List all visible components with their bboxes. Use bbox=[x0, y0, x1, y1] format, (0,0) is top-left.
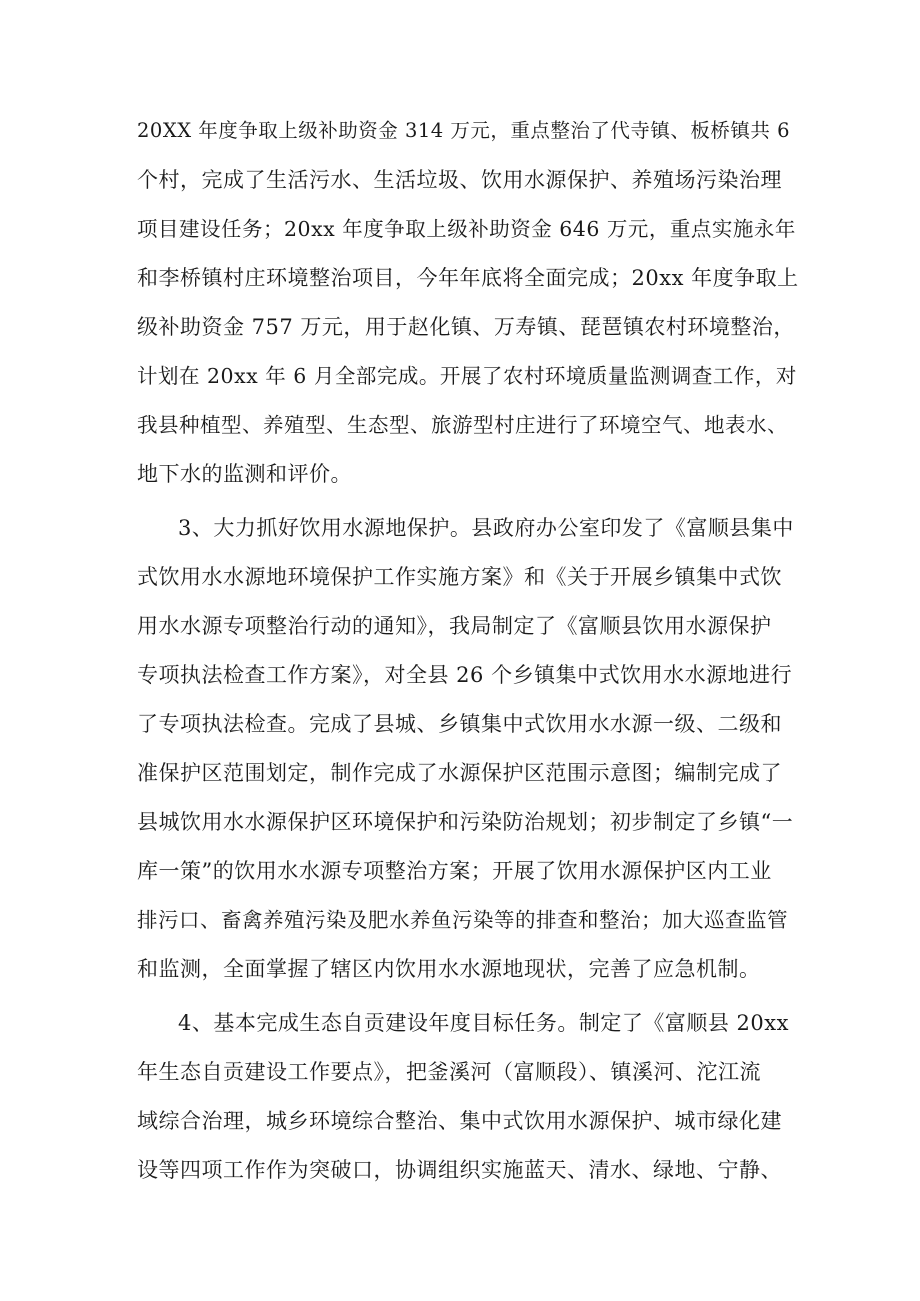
text-line: 用水水源专项整治行动的通知》，我局制定了《富顺县饮用水源保护 bbox=[137, 614, 772, 638]
text-line: 和监测，全面掌握了辖区内饮用水水源地现状，完善了应急机制。 bbox=[137, 957, 761, 981]
text-line: 排污口、畜禽养殖污染及肥水养鱼污染等的排查和整治；加大巡查监管 bbox=[137, 908, 788, 932]
text-line: 3、大力抓好饮用水源地保护。县政府办公室印发了《富顺县集中 bbox=[178, 516, 794, 540]
text-line: 项目建设任务；20xx 年度争取上级补助资金 646 万元，重点实施永年 bbox=[137, 217, 796, 241]
text-line: 准保护区范围划定，制作完成了水源保护区范围示意图；编制完成了 bbox=[137, 761, 782, 785]
text-line: 式饮用水水源地环境保护工作实施方案》和《关于开展乡镇集中式饮 bbox=[137, 565, 782, 589]
text-line: 域综合治理，城乡环境综合整治、集中式饮用水源保护、城市绿化建 bbox=[137, 1109, 782, 1133]
text-line: 和李桥镇村庄环境整治项目，今年年底将全面完成；20xx 年度争取上 bbox=[137, 266, 799, 290]
text-line: 了专项执法检查。完成了县城、乡镇集中式饮用水水源一级、二级和 bbox=[137, 712, 782, 736]
text-line: 级补助资金 757 万元，用于赵化镇、万寿镇、琵琶镇农村环境整治， bbox=[137, 315, 795, 339]
text-line: 专项执法检查工作方案》，对全县 26 个乡镇集中式饮用水水源地进行 bbox=[137, 663, 793, 687]
text-line: 县城饮用水水源保护区环境保护和污染防治规划；初步制定了乡镇“一 bbox=[137, 810, 794, 834]
text-line: 4、基本完成生态自贡建设年度目标任务。制定了《富顺县 20xx bbox=[178, 1011, 789, 1035]
text-line: 20XX 年度争取上级补助资金 314 万元，重点整治了代寺镇、板桥镇共 6 bbox=[137, 119, 790, 142]
text-line: 个村，完成了生活污水、生活垃圾、饮用水源保护、养殖场污染治理 bbox=[137, 168, 782, 192]
text-line: 年生态自贡建设工作要点》，把釜溪河（富顺段）、镇溪河、沱江流 bbox=[137, 1060, 761, 1084]
text-line: 计划在 20xx 年 6 月全部完成。开展了农村环境质量监测调查工作，对 bbox=[137, 364, 797, 388]
text-line: 我县种植型、养殖型、生态型、旅游型村庄进行了环境空气、地表水、 bbox=[137, 413, 788, 437]
text-line: 库一策”的饮用水水源专项整治方案；开展了饮用水源保护区内工业 bbox=[137, 859, 772, 883]
text-line: 设等四项工作作为突破口，协调组织实施蓝天、清水、绿地、宁静、 bbox=[137, 1158, 782, 1182]
text-line: 地下水的监测和评价。 bbox=[137, 462, 352, 486]
